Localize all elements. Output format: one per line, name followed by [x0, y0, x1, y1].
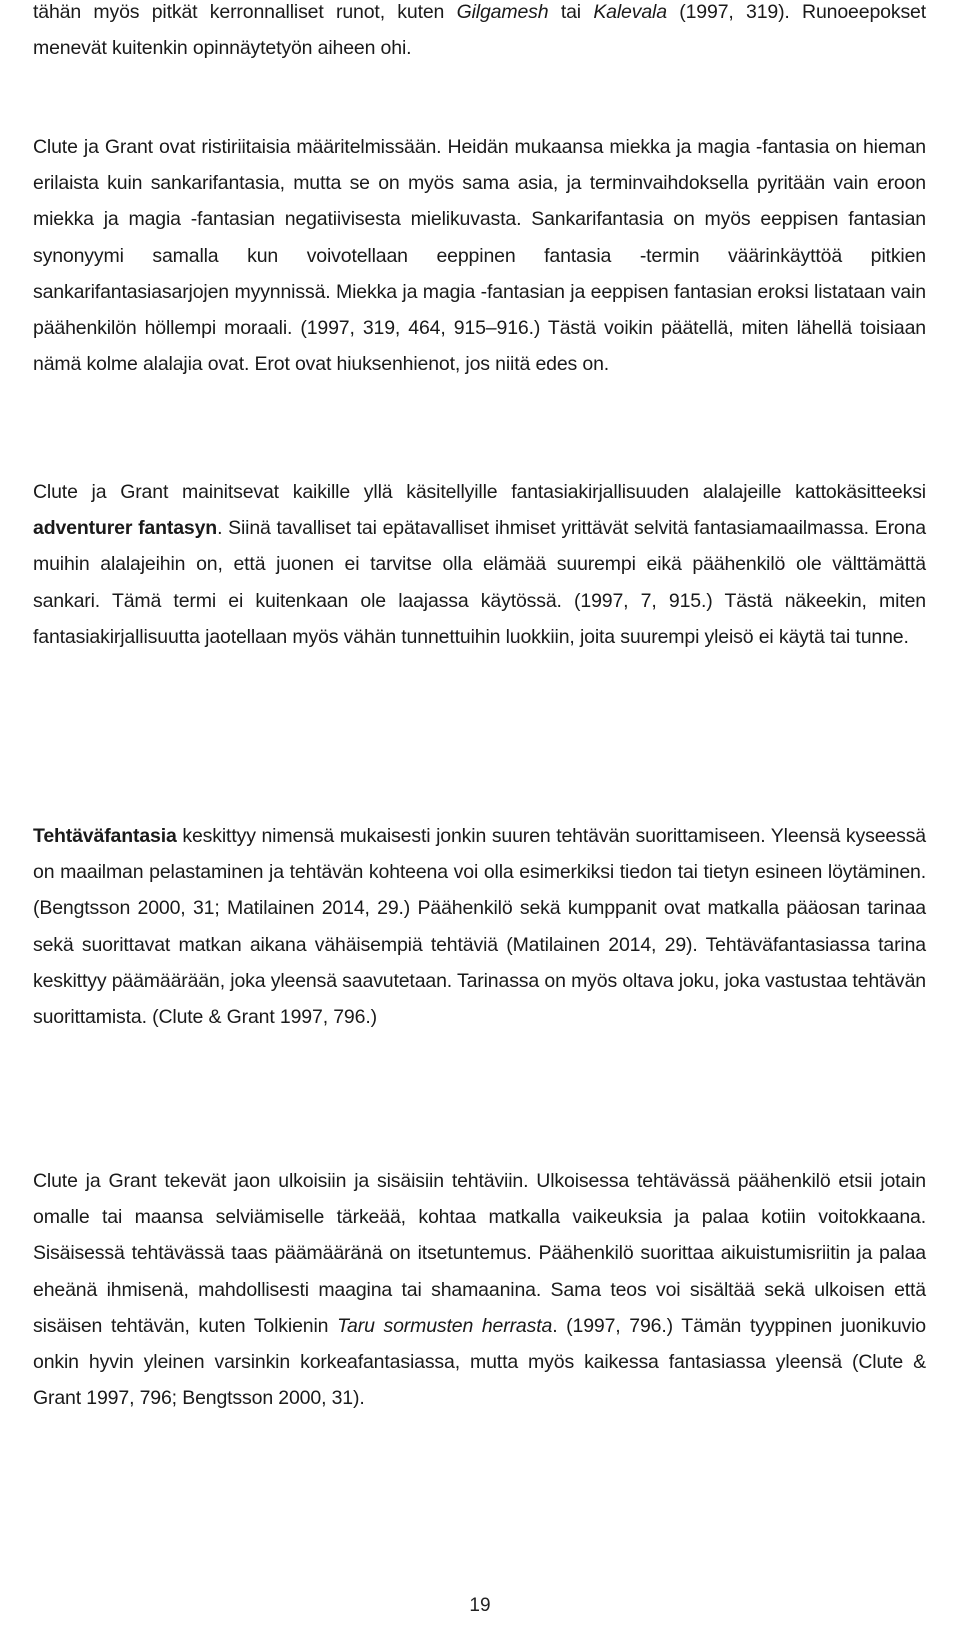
paragraph-4	[33, 818, 926, 1035]
paragraph-text	[33, 0, 926, 66]
paragraph-3	[33, 474, 926, 655]
paragraph-text	[33, 129, 926, 382]
bold-term: adventurer fantasyn	[33, 517, 218, 540]
italic-title: Gilgamesh	[456, 1, 549, 23]
paragraph-text	[33, 818, 926, 1035]
paragraph-text	[33, 1163, 926, 1416]
paragraph-5	[33, 1163, 926, 1416]
paragraph-2	[33, 129, 926, 382]
text-run: Clute ja Grant ovat ristiriitaisia määritelmissään. Heidän mukaansa miekka ja magia -fantasia on hieman erilaista kuin sankarifantasia, mutta se on myös sama asia, ja terminvaihdoksella pyritään vain eroon miekka ja magia -fantasian negatiivisesta mielikuvasta. Sankarifantasia on myös eeppisen fantasian synonyymi samalla kun voivotellaan eeppinen fantasia -termin väärinkäyttöä pitkien sankarifantasiasarjojen myynnissä. Miekka ja magia -fantasian ja eeppisen fantasian eroksi listataan vain päähenkilön höllempi moraali. (1997, 319, 464, 915–916.) Tästä voikin päätellä, miten lähellä toisiaan nämä kolme alalajia ovat. Erot ovat hiuksenhienot, jos niitä edes on.	[33, 136, 926, 376]
paragraph-1	[33, 0, 926, 66]
text-run: (1997, 319). Runoeepokset menevät kuitenkin opinnäytetyön aiheen ohi.	[33, 1, 927, 60]
italic-title: Kalevala	[593, 1, 667, 23]
bold-term: Tehtäväfantasia	[33, 825, 177, 847]
text-run: keskittyy nimensä mukaisesti jonkin suuren tehtävän suorittamiseen. Yleensä kyseessä on maailman pelastaminen ja tehtävän kohteena voi olla esimerkiksi tiedon tai tietyn esineen löytäminen. (Bengtsson 2000, 31; Matilainen 2014, 29.) Päähenkilö sekä kumppanit ovat matkalla pääosan tarinaa sekä suorittavat matkan aikana vähäisempiä tehtäviä (Matilainen 2014, 29). Tehtäväfantasiassa tarina keskittyy päämäärään, joka yleensä saavutetaan. Tarinassa on myös oltava joku, joka vastustaa tehtävän suorittamista. (Clute & Grant 1997, 796.)	[33, 825, 926, 1029]
text-run: Clute ja Grant tekevät jaon ulkoisiin ja sisäisiin tehtäviin. Ulkoisessa tehtävässä päähenkilö etsii jotain omalle tai maansa selviämiselle tärkeää, kohtaa matkalla vaikeuksia ja palaa kotiin voitokkaana. Sisäisessä tehtävässä taas päämääränä on itsetuntemus. Päähenkilö suorittaa aikuistumisriitin ja palaa eheänä ihmisenä, mahdollisesti maagina tai shamaanina. Sama teos voi sisältää sekä ulkoisen että sisäisen tehtävän, kuten Tolkienin	[33, 1170, 926, 1337]
italic-title: Taru sormusten herrasta	[337, 1314, 553, 1337]
text-run: . (1997, 796.) Tämän tyyppinen juonikuvio onkin hyvin yleinen varsinkin korkeafantasiassa, mutta myös kaikessa fantasiassa yleensä (Clute & Grant 1997, 796; Bengtsson 2000, 31).	[33, 1314, 926, 1410]
paragraph-text	[33, 474, 926, 655]
text-run: tähän myös pitkät kerronnalliset runot, kuten	[33, 1, 457, 23]
text-run: tai	[548, 1, 594, 23]
text-run: Clute ja Grant mainitsevat kaikille yllä käsitellyille fantasiakirjallisuuden alalajeille kattokäsitteeksi	[33, 481, 926, 503]
text-run: . Siinä tavalliset tai epätavalliset ihmiset yrittävät selvitä fantasiamaailmassa. Erona muihin alalajeihin on, että juonen ei tarvitse olla elämää suurempi eikä päähenkilö ole välttämättä sankari. Tämä termi ei kuitenkaan ole laajassa käytössä. (1997, 7, 915.) Tästä näkeekin, miten fantasiakirjallisuutta jaotellaan myös vähän tunnettuihin luokkiin, joita suurempi yleisö ei käytä tai tunne.	[33, 517, 926, 648]
page-number: 19	[469, 1595, 491, 1616]
